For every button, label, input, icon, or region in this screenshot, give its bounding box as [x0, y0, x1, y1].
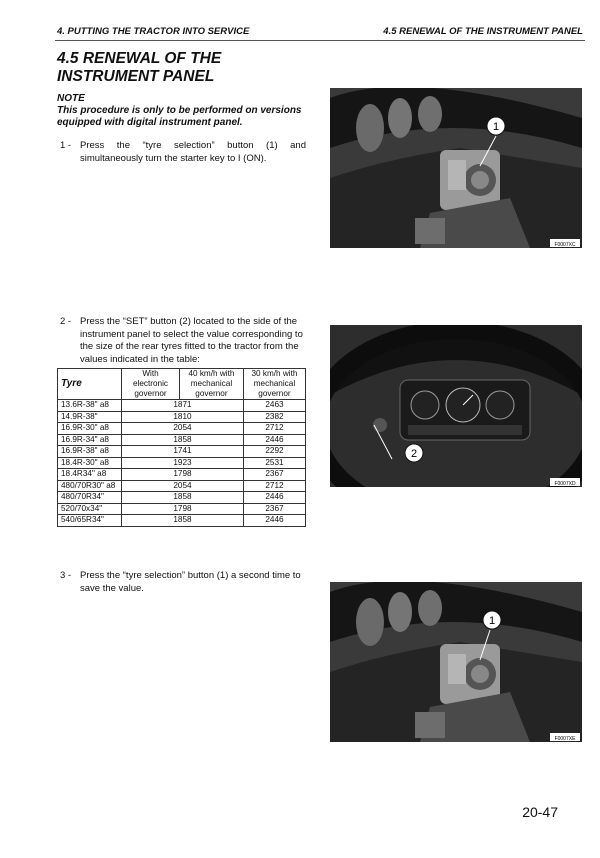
tyre-size-cell: 16.9R-30" a8	[58, 423, 122, 435]
photo-callout: 2	[410, 448, 418, 460]
header-subsection: 4.5 RENEWAL OF THE INSTRUMENT PANEL	[383, 26, 583, 37]
step-text: Press the “SET” button (2) located to the side of the instrument panel to select the value corresponding to the size of the rear tyres fitted to the tractor from the values indicated in the table:	[80, 316, 303, 365]
value-cell: 1871	[122, 400, 244, 412]
tyre-size-cell: 18.4R34" a8	[58, 469, 122, 481]
tyre-size-cell: 520/70x34"	[58, 503, 122, 515]
tyre-size-cell: 480/70R34"	[58, 492, 122, 504]
table-row	[58, 469, 306, 481]
tyre-size-cell: 16.9R-38" a8	[58, 446, 122, 458]
value-cell: 1810	[122, 411, 244, 423]
tyre-size-cell: 480/70R30" a8	[58, 480, 122, 492]
note-text: This procedure is only to be performed on versions equipped with digital instrument panel.	[57, 105, 302, 128]
value-cell: 2446	[243, 492, 305, 504]
col-header: Tyre	[58, 369, 122, 400]
value-cell: 2446	[243, 434, 305, 446]
value-cell: 2292	[243, 446, 305, 458]
photo-1-drawing	[330, 88, 582, 248]
table-row	[58, 457, 306, 469]
value-cell: 2712	[243, 480, 305, 492]
photo-code: F0007XE	[554, 736, 576, 742]
col-header: 30 km/h with mechanical governor	[243, 369, 305, 400]
value-cell: 1858	[122, 434, 244, 446]
note-heading: NOTE	[57, 93, 85, 104]
table-row	[58, 515, 306, 527]
page-number: 20-47	[522, 804, 558, 820]
table-row	[58, 423, 306, 435]
photo-2-drawing	[330, 325, 582, 487]
table-header-row	[58, 369, 306, 400]
value-cell: 1798	[122, 469, 244, 481]
step-text: Press the “tyre selection” button (1) and simultaneously turn the starter key to I (ON).	[80, 140, 306, 164]
section-title: 4.5 RENEWAL OF THE INSTRUMENT PANEL	[57, 50, 222, 85]
value-cell: 1741	[122, 446, 244, 458]
table-row	[58, 503, 306, 515]
photo-code: F0007XD	[554, 481, 576, 487]
value-cell: 1858	[122, 515, 244, 527]
photo-tyre-selection-button	[330, 88, 582, 248]
tyre-size-cell: 16.9R-34" a8	[58, 434, 122, 446]
page-header	[55, 24, 585, 41]
value-cell: 2382	[243, 411, 305, 423]
value-cell: 1798	[122, 503, 244, 515]
tyre-size-cell: 540/65R34"	[58, 515, 122, 527]
value-cell: 2054	[122, 480, 244, 492]
photo-callout: 1	[488, 615, 496, 627]
tyre-size-cell: 18.4R-30" a8	[58, 457, 122, 469]
step-number: 1 -	[60, 140, 72, 151]
photo-3-drawing	[330, 582, 582, 742]
col-header: With electronic governor	[122, 369, 180, 400]
value-cell: 1858	[122, 492, 244, 504]
table-row	[58, 411, 306, 423]
photo-callout: 1	[492, 121, 500, 133]
value-cell: 2463	[243, 400, 305, 412]
value-cell: 1923	[122, 457, 244, 469]
tyre-size-cell: 14.9R-38"	[58, 411, 122, 423]
table-row	[58, 434, 306, 446]
step-number: 3 -	[60, 570, 72, 581]
step-number: 2 -	[60, 316, 72, 327]
value-cell: 2446	[243, 515, 305, 527]
table-row	[58, 446, 306, 458]
tyre-size-cell: 13.6R-38" a8	[58, 400, 122, 412]
photo-instrument-panel	[330, 325, 582, 487]
table-row	[58, 400, 306, 412]
table-row	[58, 480, 306, 492]
value-cell: 2712	[243, 423, 305, 435]
value-cell: 2367	[243, 469, 305, 481]
value-cell: 2367	[243, 503, 305, 515]
header-section: 4. PUTTING THE TRACTOR INTO SERVICE	[57, 26, 250, 37]
photo-code: F0007XC	[554, 242, 576, 248]
col-header: 40 km/h with mechanical governor	[179, 369, 243, 400]
value-cell: 2531	[243, 457, 305, 469]
photo-tyre-selection-button-save	[330, 582, 582, 742]
table-row	[58, 492, 306, 504]
value-cell: 2054	[122, 423, 244, 435]
step-text: Press the “tyre selection” button (1) a second time to save the value.	[80, 570, 301, 594]
tyre-table	[57, 368, 306, 527]
